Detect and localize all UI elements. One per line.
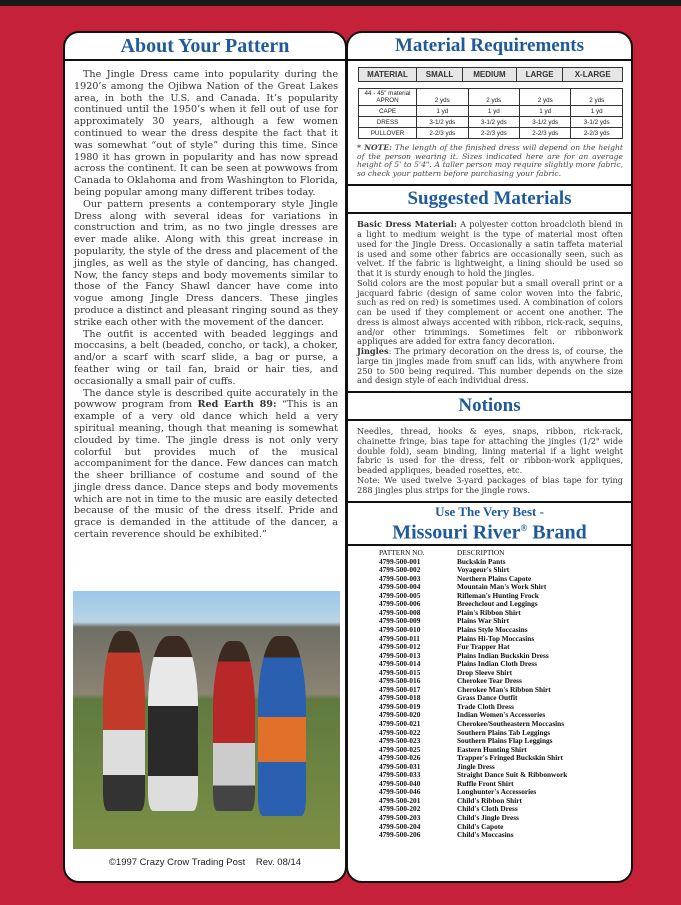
pattern-description: Plains Indian Buckskin Dress <box>457 650 549 660</box>
cell: 1 yd <box>468 106 519 117</box>
suggested-title: Suggested Materials <box>348 184 631 214</box>
brand-text: Brand <box>527 522 587 545</box>
materials-table <box>358 88 623 139</box>
quote: “This is an example of a very old dance which held a very spiritual meaning, though that meaning is somewhat clouded by time. The jingle dress is not only very colorful but provides much of the musical accompaniment for the dance. Few dances can match the sheer brilliance of costume and sound of the jingle dress dance. Dance steps and body movements which are not in time to the music are easily detected because of the music of the dress itself. Pride and grace is demanded in the attitude of the dancer, a certain reverence should be exhibited.” <box>74 399 338 541</box>
cell: CAPE <box>359 106 417 117</box>
notions-text <box>348 421 631 495</box>
cell: 2 yds <box>468 89 519 106</box>
pattern-number: 4799-500-006 <box>379 599 421 609</box>
pattern-description: Drop Sleeve Shirt <box>457 667 512 677</box>
pattern-description: Trade Cloth Dress <box>457 701 514 711</box>
pattern-number: 4799-500-013 <box>379 650 421 660</box>
cell: 1 yd <box>571 106 623 117</box>
note-label: * NOTE: <box>357 143 392 152</box>
pattern-number: 4799-500-023 <box>379 736 421 746</box>
pattern-description: Child's Cloth Dress <box>457 804 518 814</box>
right-panel <box>346 31 633 883</box>
col-pattern: PATTERN NO. <box>379 548 425 558</box>
text: : The primary decoration on the dress is, of course, the large tin jingles made from snuff can lids, with anywhere from 250 to 500 being required. This number depends on the size and design style of each individual dress. <box>357 346 623 386</box>
top-bar <box>0 0 681 6</box>
cell: 2 yds <box>417 89 468 106</box>
pattern-description: Child's Jingle Dress <box>457 812 519 822</box>
pattern-description: Plains Indian Cloth Dress <box>457 659 537 669</box>
pattern-description: Plains Hi-Top Moccasins <box>457 633 535 643</box>
col-header: SMALL <box>417 68 463 82</box>
pattern-description: Southern Plains Tab Leggings <box>457 727 551 737</box>
notions-list: Needles, thread, hooks & eyes, snaps, ribbon, rick-rack, chainette fringe, bias tape for attaching the jingles (1/2" wide double fold), seam binding, lining material if a light weight fabric is used for the dress, felt or ribbon-work appliques, beaded appliques, beaded rosettes, etc. <box>357 426 623 476</box>
pattern-description: Fur Trapper Hat <box>457 642 510 652</box>
pattern-number: 4799-500-008 <box>379 607 421 617</box>
cell: 2 yds <box>520 89 571 106</box>
pattern-number: 4799-500-019 <box>379 701 421 711</box>
about-paragraph <box>74 388 338 541</box>
pattern-number: 4799-500-004 <box>379 582 421 592</box>
pattern-number: 4799-500-206 <box>379 830 421 840</box>
pattern-description: Child's Ribbon Shirt <box>457 795 522 805</box>
label: Jingles <box>357 346 389 357</box>
pattern-number: 4799-500-002 <box>379 565 421 575</box>
pattern-description: Voyageur's Shirt <box>457 565 510 575</box>
pattern-number: 4799-500-033 <box>379 770 421 780</box>
pattern-number: 4799-500-202 <box>379 804 421 814</box>
notions-note: Note: We used twelve 3-yard packages of bias tape for tying 288 jingles plus strips for the jingle rows. <box>357 474 623 495</box>
pattern-description: Cherokee/Southeastern Moccasins <box>457 718 565 728</box>
pattern-description: Indian Women's Accessories <box>457 710 546 720</box>
pattern-description: Southern Plains Flap Leggings <box>457 736 553 746</box>
materials-note <box>357 144 623 178</box>
pattern-description: Grass Dance Outfit <box>457 693 518 703</box>
pattern-description: Plains Style Moccasins <box>457 624 528 634</box>
cell: 2-2/3 yds <box>417 128 468 139</box>
basic-material <box>357 220 623 279</box>
pattern-number: 4799-500-015 <box>379 667 421 677</box>
label: Basic Dress Material: <box>357 219 457 230</box>
pattern-description: Rifleman's Hunting Frock <box>457 590 539 600</box>
pattern-description: Jingle Dress <box>457 761 495 771</box>
cell: DRESS <box>359 117 417 128</box>
pattern-description: Cherokee Tear Dress <box>457 676 522 686</box>
about-paragraph: Our pattern presents a contemporary style Jingle Dress along with several ideas for variations in construction and trim, as no two jingle dresses are ever made alike. Along with this great increase in popularity, the style of the dress and placement of the jingles, as well as the style of dancing, has changed. Now, the fancy steps and body movements similar to those of the Fancy Shawl dancer have come into vogue among Jingle Dress dancers. These jingles produce a distinct and pleasant ringing sound as they strike each other with the movement of the dancer. <box>74 198 338 328</box>
cell: 2-2/3 yds <box>520 128 571 139</box>
brand-header <box>348 501 631 546</box>
jingles <box>357 347 623 386</box>
pattern-number: 4799-500-018 <box>379 693 421 703</box>
pattern-description: Plain's Ribbon Shirt <box>457 607 521 617</box>
materials-header-table <box>358 67 623 82</box>
cell: 3-1/2 yds <box>468 117 519 128</box>
solid-colors: Solid colors are the most popular but a small overall print or a jacquard fabric (design of same color woven into the fabric, such as red on red) is sometimes used. A combination of colors can be used if they complement or accent one another. The dress is almost always accented with ribbon, rick-rack, sequins, and/or other trimmings. Sometimes felt or ribbonwork appliques are added for extra fancy decoration. <box>357 277 623 347</box>
about-paragraph: The outfit is accented with beaded leggings and moccasins, a belt (beaded, concho, or tack), a choker, and/or a scarf with scarf slide, a bag or purse, a feather wing or tail fan, braid or hair ties, and occasionally a small pair of cuffs. <box>74 328 338 387</box>
pattern-number: 4799-500-046 <box>379 787 421 797</box>
pattern-number: 4799-500-003 <box>379 573 421 583</box>
about-paragraph: The Jingle Dress came into popularity during the 1920’s among the Ojibwa Nation of the Great Lakes area, in both the U.S. and Canada. It’s popularity continued until the 1950’s when it fell out of use for approximately 30 years, although a few women continued to wear the dress despite the fact that it was somewhat “out of style” during this time. Since 1980 it has grown in popularity and has now spread across the continent. It can be seen at powwows from Canada to Oklahoma and from Washington to Florida, being popular among many different tribes today. <box>74 69 338 198</box>
pattern-description: Buckskin Pants <box>457 556 506 566</box>
brand-tagline: Use The Very Best - <box>435 504 544 520</box>
pattern-number: 4799-500-017 <box>379 684 421 694</box>
cell: PULLOVER <box>359 128 417 139</box>
cell: 3-1/2 yds <box>520 117 571 128</box>
pattern-description: Longhunter's Accessories <box>457 787 537 797</box>
cell: 2-2/3 yds <box>468 128 519 139</box>
about-title: About Your Pattern <box>65 33 345 61</box>
pattern-number: 4799-500-011 <box>379 633 420 643</box>
table-row <box>359 128 623 139</box>
about-text <box>65 61 345 541</box>
pattern-number: 4799-500-020 <box>379 710 421 720</box>
pattern-number: 4799-500-005 <box>379 590 421 600</box>
pattern-number: 4799-500-022 <box>379 727 421 737</box>
about-panel <box>63 31 347 883</box>
pattern-number: 4799-500-025 <box>379 744 421 754</box>
pattern-description: Straight Dance Suit & Ribbonwork <box>457 770 568 780</box>
text: A polyester cotton broadcloth blend in a light to medium weight is the type of material most often used for the Jingle Dress. Occasionally a satin taffeta material is used and some other fabrics are occasionally seen, such as velvet. If the fabric is lightweight, a lining should be used so that it is sturdy enough to hold the jingles. <box>357 219 623 279</box>
pattern-number: 4799-500-040 <box>379 778 421 788</box>
materials-title: Material Requirements <box>348 33 631 61</box>
suggested-text <box>348 214 631 386</box>
pattern-description: Ruffle Front Shirt <box>457 778 514 788</box>
table-row <box>359 89 623 106</box>
list-item <box>379 831 631 840</box>
pattern-number: 4799-500-203 <box>379 812 421 822</box>
pattern-number: 4799-500-001 <box>379 556 421 566</box>
pattern-number: 4799-500-031 <box>379 761 421 771</box>
notions-title: Notions <box>348 391 631 421</box>
cell: 2 yds <box>571 89 623 106</box>
cell: 3-1/2 yds <box>417 117 468 128</box>
pattern-description: Breechclout and Leggings <box>457 599 538 609</box>
copyright-footer: ©1997 Crazy Crow Trading Post Rev. 08/14 <box>108 857 302 868</box>
pattern-number: 4799-500-201 <box>379 795 421 805</box>
col-header: MEDIUM <box>463 68 517 82</box>
col-header: MATERIAL <box>359 68 417 82</box>
pattern-number: 4799-500-010 <box>379 624 421 634</box>
brand-text: Missouri River <box>392 522 521 545</box>
brand-name <box>348 518 631 544</box>
pattern-description: Child's Moccasins <box>457 830 514 840</box>
table-row <box>359 106 623 117</box>
pattern-number: 4799-500-204 <box>379 821 421 831</box>
text: The dance style is described quite accurately in the powwow program from <box>74 387 338 411</box>
pattern-description: Plains War Shirt <box>457 616 510 626</box>
cell: 1 yd <box>417 106 468 117</box>
pattern-number: 4799-500-014 <box>379 659 421 669</box>
material-width: 44 - 45" material <box>364 90 411 97</box>
pattern-description: Eastern Hunting Shirt <box>457 744 527 754</box>
pattern-description: Child's Capote <box>457 821 504 831</box>
col-header: LARGE <box>516 68 563 82</box>
pattern-number: 4799-500-009 <box>379 616 421 626</box>
source-name: Red Earth 89: <box>197 399 277 411</box>
pattern-number: 4799-500-016 <box>379 676 421 686</box>
pattern-number: 4799-500-012 <box>379 642 421 652</box>
pattern-description: Trapper's Fringed Buckskin Shirt <box>457 753 563 763</box>
registered-mark: ® <box>520 523 528 534</box>
note-text: The length of the finished dress will depend on the height of the person wearing it. Sizes indicated here are for an average height of 5' to 5'4". A taller person may require slightly more fabric, so check your pattern before purchasing your fabric. <box>357 143 623 178</box>
cell: 1 yd <box>520 106 571 117</box>
jingle-dress-dancers-photo <box>73 591 340 849</box>
table-row <box>359 117 623 128</box>
pattern-number: 4799-500-026 <box>379 753 421 763</box>
col-description: DESCRIPTION <box>457 548 505 558</box>
cell: APRON <box>376 97 399 104</box>
cell: 3-1/2 yds <box>571 117 623 128</box>
pattern-list <box>348 546 631 840</box>
col-header: X-LARGE <box>563 68 623 82</box>
pattern-number: 4799-500-021 <box>379 718 421 728</box>
pattern-description: Mountain Man's Work Shirt <box>457 582 547 592</box>
pattern-description: Cherokee Man's Ribbon Shirt <box>457 684 551 694</box>
cell: 2-2/3 yds <box>571 128 623 139</box>
pattern-description: Northern Plains Capote <box>457 573 532 583</box>
